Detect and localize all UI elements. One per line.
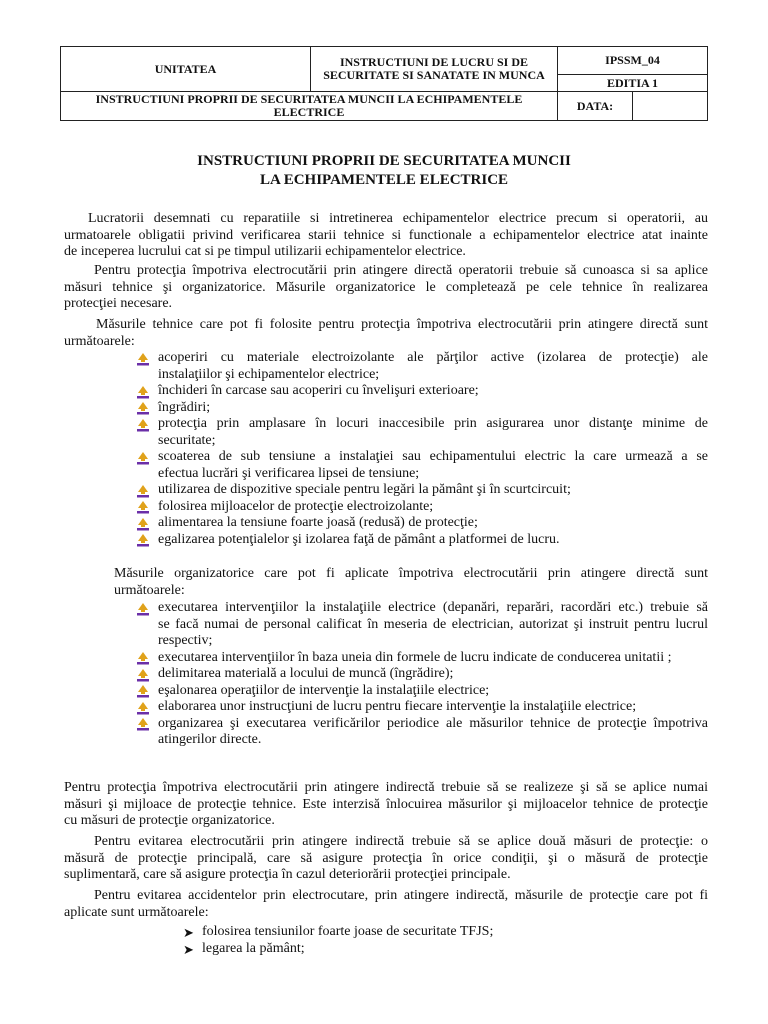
technical-measure-item	[158, 515, 708, 532]
list-item-line: închideri în carcase sau acoperiri cu învelişuri exterioare;	[158, 383, 479, 398]
paragraph-line: măsuri şi mijloace de protecţie tehnice. Este interzisă înlocuirea măsurilor şi mijloacelor tehnice de protecţie	[64, 796, 708, 812]
paragraph-line: Măsurile organizatorice care pot fi aplicate împotriva electrocutării prin atingere directă sunt	[114, 566, 708, 581]
hand-pointer-bullet-icon	[136, 352, 150, 366]
paragraph-line: suplimentară, care să asigure protecţia în cazul deteriorării protecţiei principale.	[64, 867, 511, 882]
paragraph-line: de inceperea lucrului cat si pe timpul utilizarii echipamentelor electrice.	[64, 244, 466, 259]
technical-measure-item	[158, 350, 708, 383]
arrow-bullet-icon: ➤	[183, 925, 194, 940]
organizational-measure-item	[158, 683, 708, 700]
date-label-cell: DATA:	[558, 92, 633, 121]
list-item-line: îngrădiri;	[158, 399, 211, 415]
paragraph-line: aplicate sunt următoarele:	[64, 904, 209, 920]
paragraph-protection-measures	[64, 834, 708, 884]
paragraph-line: cu măsuri de protecţie organizatorice.	[64, 813, 275, 828]
subject-cell: INSTRUCTIUNI PROPRII DE SECURITATEA MUNCII LA ECHIPAMENTELE ELECTRICE	[61, 92, 558, 121]
paragraph-line: măsuri tehnice şi organizatorice. Măsurile organizatorice le completează pe cele tehnice în realizarea	[64, 279, 708, 295]
hand-pointer-bullet-icon	[136, 401, 150, 415]
hand-pointer-bullet-icon	[136, 451, 150, 465]
list-item-line: securitate;	[158, 432, 216, 448]
document-title-line-1: INSTRUCTIUNI PROPRII DE SECURITATEA MUNCII	[197, 153, 571, 169]
list-item-line: elaborarea unor instrucţiuni de lucru pentru fiecare intervenţie la instalaţiile electrice;	[158, 699, 637, 714]
edition-cell: EDITIA 1	[558, 75, 708, 92]
paragraph-line: Pentru evitarea accidentelor prin electrocutare, prin atingere indirectă, măsurile de protecţie care pot fi	[94, 888, 708, 903]
list-item-line: scoaterea de sub tensiune a instalaţiei sau echipamentului electric la care urmează a se	[158, 449, 708, 464]
technical-measure-item	[158, 449, 708, 482]
organizational-measure-item	[158, 666, 708, 683]
list-item-line: respectiv;	[158, 633, 213, 648]
list-item-line: protecţia prin amplasare în locuri inaccesibile prin asigurarea unor distanţe minime de	[158, 416, 708, 431]
paragraph-technical-intro	[64, 317, 708, 350]
hand-pointer-bullet-icon	[136, 651, 150, 665]
paragraph-accident-prevention	[64, 888, 708, 921]
list-item-line: organizarea şi executarea verificărilor periodice ale măsurilor tehnice de protecţie împotriva	[158, 715, 708, 731]
unit-cell: UNITATEA	[61, 47, 311, 92]
list-item-line: delimitarea materială a locului de muncă (îngrădire);	[158, 666, 454, 681]
technical-measure-item	[158, 383, 708, 400]
paragraph-line: următoarele:	[64, 333, 135, 349]
paragraph-line: protecţiei necesare.	[64, 296, 173, 311]
paragraph-direct-contact	[64, 263, 708, 313]
paragraph-organizational-intro	[114, 566, 708, 599]
instructions-title-cell: INSTRUCTIUNI DE LUCRU SI DE SECURITATE SI SANATATE IN MUNCA	[311, 47, 558, 92]
hand-pointer-bullet-icon	[136, 684, 150, 698]
technical-measure-item	[158, 400, 708, 417]
paragraph-obligations	[64, 211, 708, 261]
arrow-bullet-icon: ➤	[183, 941, 194, 957]
list-item-line: egalizarea potenţialelor şi izolarea faţă de pământ a platformei de lucru.	[158, 531, 560, 547]
hand-pointer-bullet-icon	[136, 517, 150, 531]
technical-measure-item	[158, 416, 708, 449]
hand-pointer-bullet-icon	[136, 717, 150, 731]
list-item-line: alimentarea la tensiune foarte joasă (redusă) de protecţie;	[158, 515, 478, 530]
hand-pointer-bullet-icon	[136, 533, 150, 547]
technical-measure-item	[158, 482, 708, 499]
list-item-line: executarea intervenţiilor la instalaţiile electrice (depanări, reparări, racordări etc.) trebuie să	[158, 600, 708, 615]
organizational-measure-item	[158, 716, 708, 749]
paragraph-line: următoarele:	[114, 582, 185, 598]
date-value-cell	[633, 92, 708, 121]
list-item-line: instalaţiilor şi echipamentelor electrice;	[158, 366, 380, 382]
technical-measure-item	[158, 499, 708, 516]
list-item-line: efectua lucrări şi verificarea lipsei de tensiune;	[158, 465, 420, 481]
list-item-line: eşalonarea operaţiilor de intervenţie la instalaţiile electrice;	[158, 682, 490, 698]
hand-pointer-bullet-icon	[136, 602, 150, 616]
list-item-line: atingerilor directe.	[158, 732, 262, 747]
paragraph-line: Măsurile tehnice care pot fi folosite pentru protecţia împotriva electrocutării prin atingere directă sunt	[96, 317, 708, 332]
paragraph-line: Lucratorii desemnati cu reparatiile si intretinerea echipamentelor electrice precum si operatorii, au	[88, 211, 708, 226]
hand-pointer-bullet-icon	[136, 385, 150, 399]
paragraph-line: Pentru protecţia împotriva electrocutării prin atingere indirectă trebuie să se realizeze şi să se aplice numai	[64, 780, 708, 795]
technical-measure-item	[158, 532, 708, 549]
paragraph-indirect-contact	[64, 780, 708, 830]
hand-pointer-bullet-icon	[136, 701, 150, 715]
hand-pointer-bullet-icon	[136, 484, 150, 498]
paragraph-line: măsură de protecţie principală, care să asigure protecţia în orice condiţii, şi o măsură de protecţie	[64, 850, 708, 866]
indirect-measure-item: legarea la pământ;	[202, 940, 305, 956]
document-code-cell: IPSSM_04	[558, 47, 708, 75]
paragraph-line: urmatoarele obligatii privind verificarea starii tehnice si functionale a echipamentelor electrice atat inainte	[64, 227, 708, 243]
list-item-line: executarea intervenţiilor în baza uneia din formele de lucru indicate de conducerea unitatii ;	[158, 649, 672, 665]
hand-pointer-bullet-icon	[136, 668, 150, 682]
paragraph-line: Pentru protecţia împotriva electrocutării prin atingere directă operatorii trebuie să cunoasca si sa aplice	[94, 263, 708, 278]
document-title-line-2: LA ECHIPAMENTELE ELECTRICE	[259, 172, 509, 188]
list-item-line: folosirea mijloacelor de protecţie electroizolante;	[158, 498, 434, 514]
hand-pointer-bullet-icon	[136, 500, 150, 514]
list-item-line: acoperiri cu materiale electroizolante ale părţilor active (izolarea de protecţie) ale	[158, 350, 708, 365]
paragraph-line: Pentru evitarea electrocutării prin atingere indirectă trebuie să se aplice două măsuri de protecţie: o	[94, 834, 708, 849]
document-header-table	[60, 46, 708, 121]
organizational-measure-item	[158, 699, 708, 716]
list-item-line: utilizarea de dispozitive speciale pentru legări la pământ şi în scurtcircuit;	[158, 482, 571, 497]
list-item-line: se facă numai de personal calificat în meseria de electrician, autorizat şi instruit pentru lucrul	[158, 616, 708, 632]
organizational-measure-item	[158, 650, 708, 667]
hand-pointer-bullet-icon	[136, 418, 150, 432]
organizational-measure-item	[158, 600, 708, 650]
indirect-measure-item: folosirea tensiunilor foarte joase de securitate TFJS;	[202, 924, 494, 939]
